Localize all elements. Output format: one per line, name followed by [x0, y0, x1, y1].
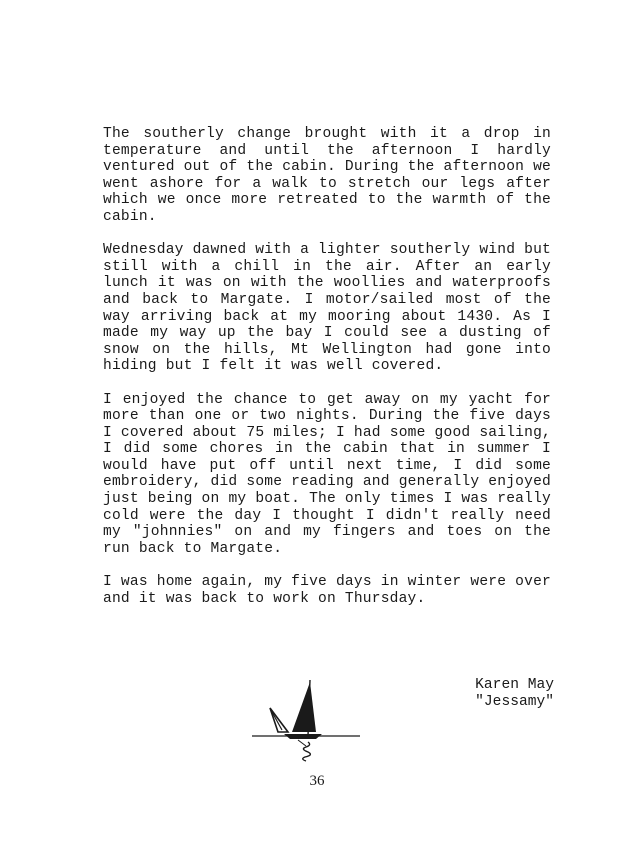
mainsail-shape [292, 682, 316, 732]
paragraph-2: Wednesday dawned with a lighter southerly wind but still with a chill in the air. After an early lunch it was on with the woollies and waterproofs and back to Margate. I motor/sailed most of the way arriving back at my mooring about 1430. As I made my way up the bay I could see a dusting of snow on the hills, Mt Wellington had gone into hiding but I felt it was well covered. [103, 242, 551, 375]
article-body [103, 126, 551, 624]
reflection-hatch [298, 740, 306, 746]
sailboat-illustration [252, 676, 362, 778]
author-name: Karen May [475, 677, 554, 693]
paragraph-3: I enjoyed the chance to get away on my yacht for more than one or two nights. During the five days I covered about 75 miles; I had some good sailing, I did some chores in the cabin that in summer I would have put off until next time, I did some embroidery, did some reading and generally enjoyed just being on my boat. The only times I was really cold were the day I thought I didn't really need my "johnnies" on and my fingers and toes on the run back to Margate. [103, 391, 551, 557]
hull-shape [284, 734, 322, 739]
page-number: 36 [309, 773, 325, 789]
paragraph-1: The southerly change brought with it a drop in temperature and until the afternoon I hardly ventured out of the cabin. During the afternoon we went ashore for a walk to stretch our legs after which we once more retreated to the warmth of the cabin. [103, 126, 551, 225]
signature-block [464, 677, 554, 711]
boat-name: "Jessamy" [475, 694, 554, 710]
jib-shape [270, 708, 288, 732]
paragraph-4: I was home again, my five days in winter were over and it was back to work on Thursday. [103, 574, 551, 607]
